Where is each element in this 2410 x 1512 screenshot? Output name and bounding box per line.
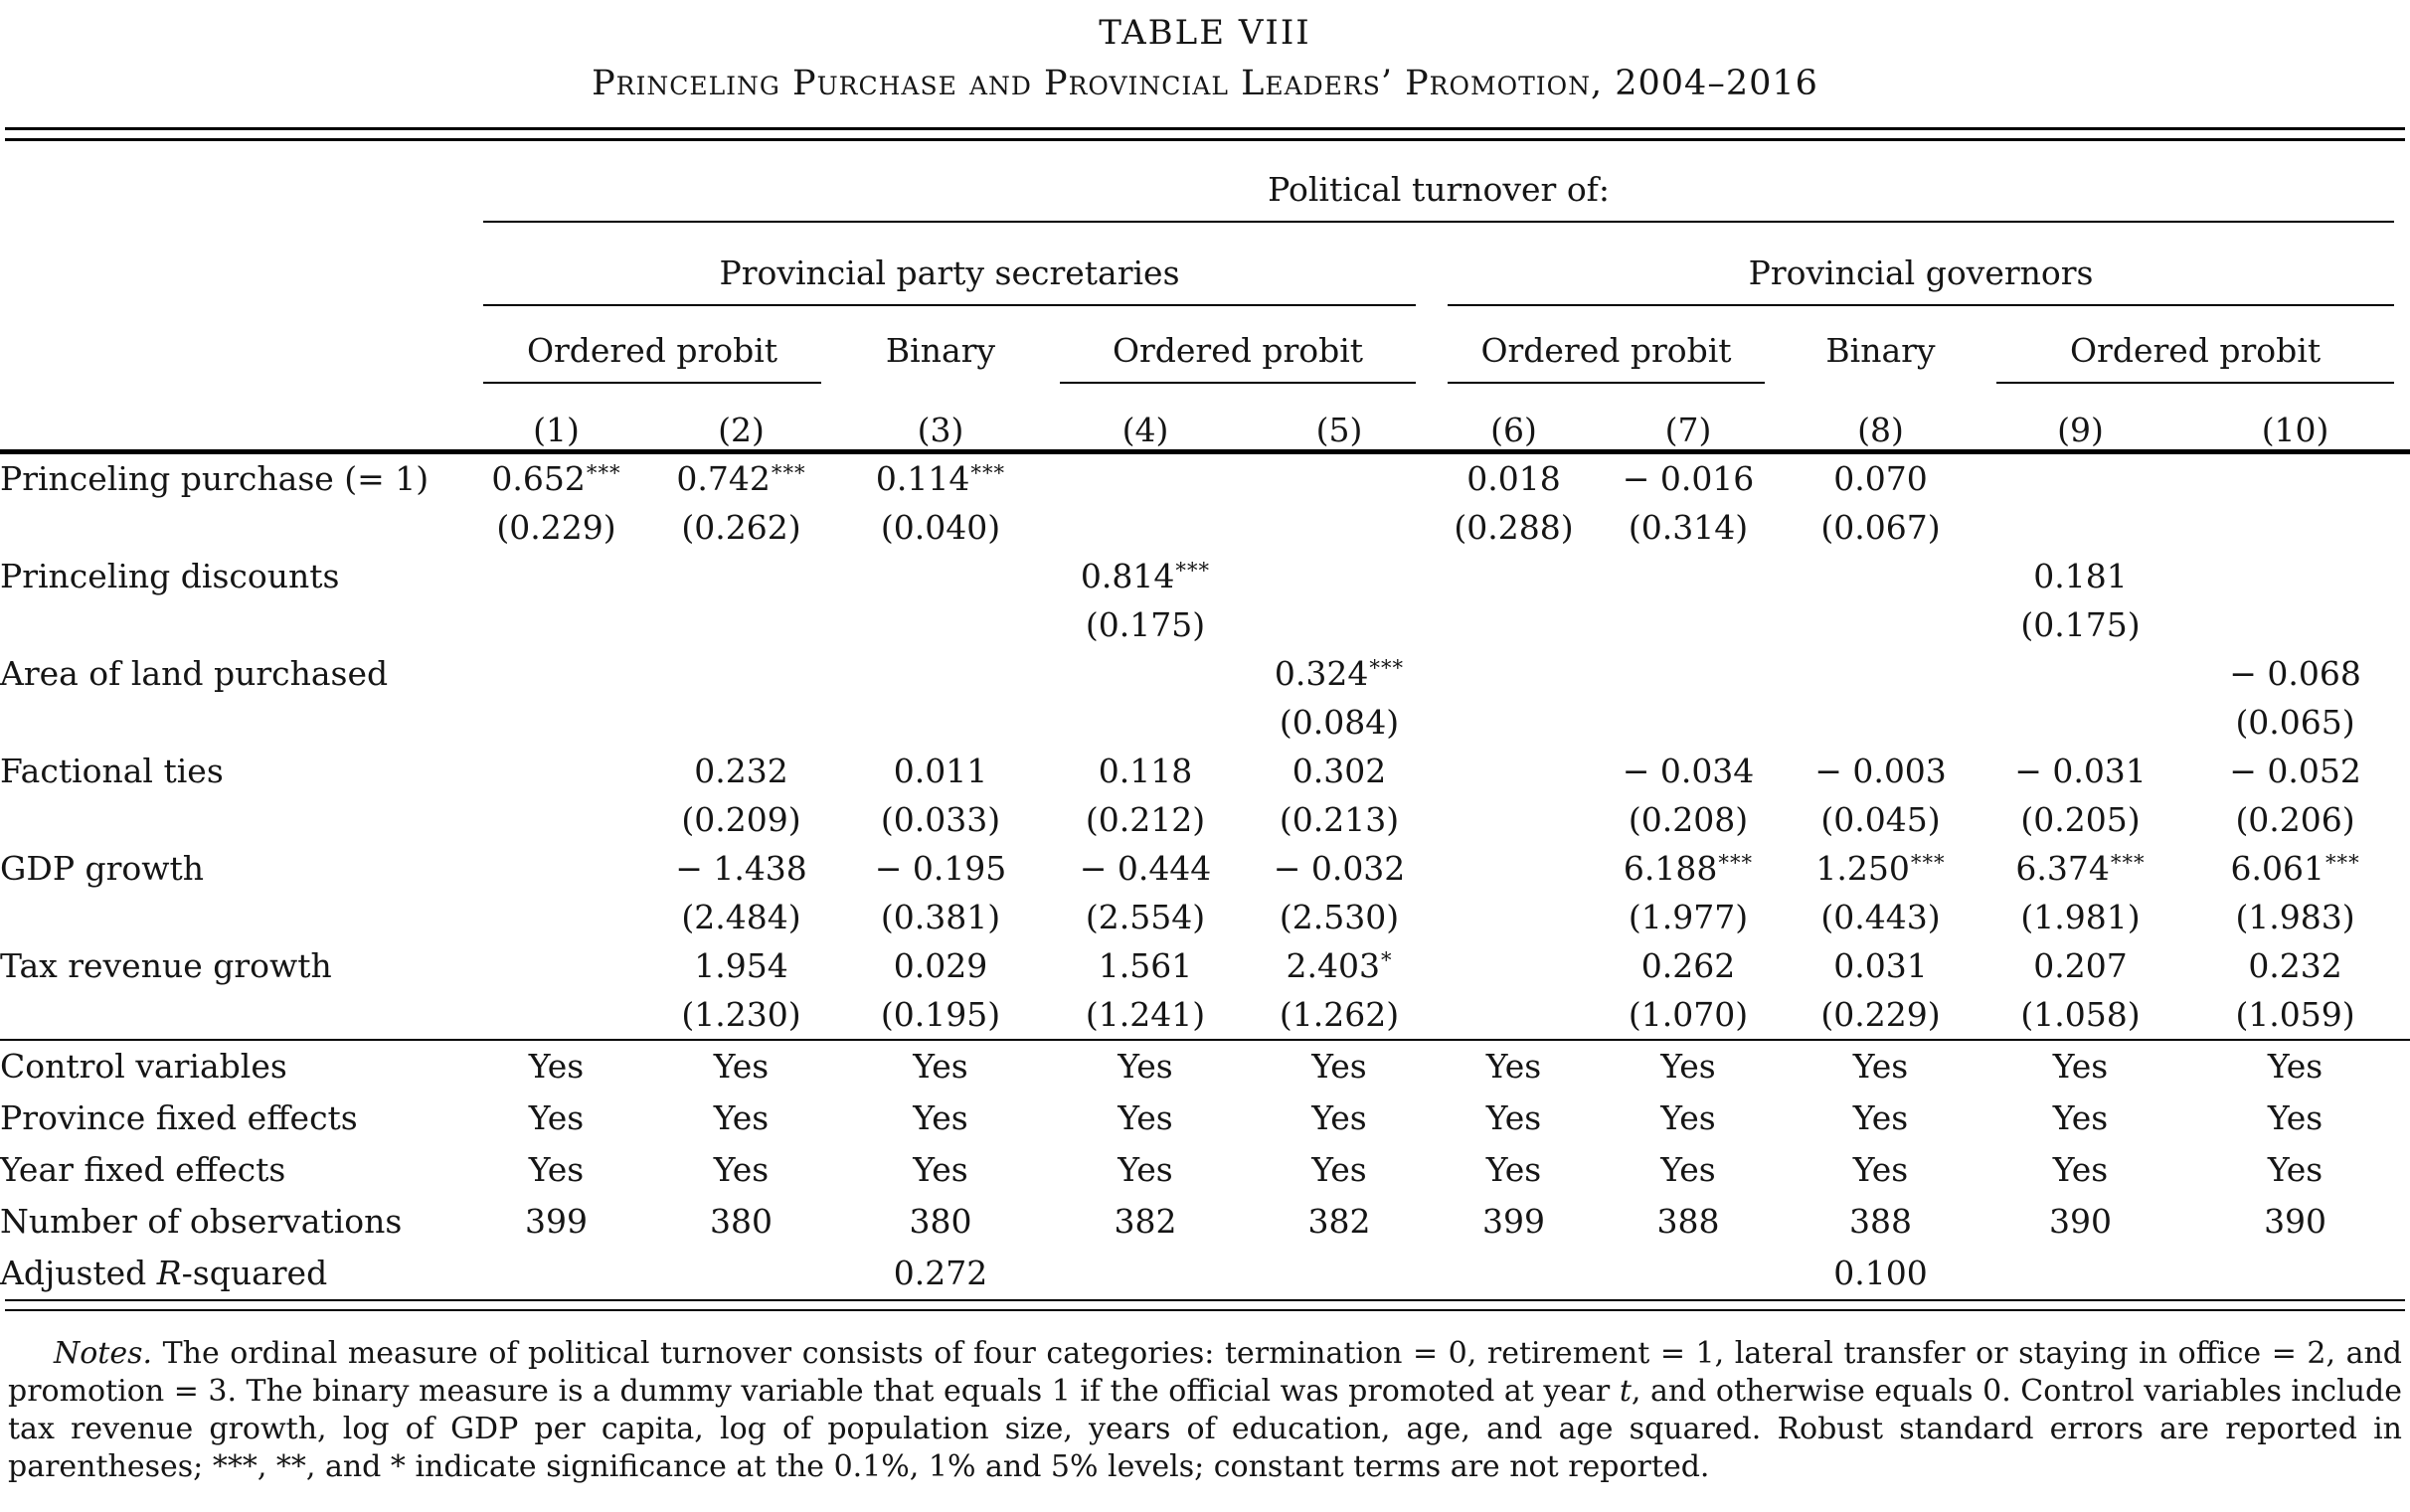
group-header-cell bbox=[1432, 223, 2410, 306]
bottom-double-rule bbox=[5, 1299, 2405, 1311]
method-underline bbox=[1448, 331, 1765, 384]
se-cell: (0.065) bbox=[2235, 702, 2355, 742]
coef-cell: 0.652*** bbox=[491, 458, 621, 498]
summary-cell: Yes bbox=[1118, 1150, 1173, 1189]
group-header-label: Provincial party secretaries bbox=[719, 253, 1180, 292]
row-label-spacer bbox=[0, 698, 467, 747]
method-header-cell bbox=[1980, 306, 2410, 384]
summary-cell: Yes bbox=[913, 1150, 968, 1189]
summary-cell: Yes bbox=[2052, 1150, 2109, 1189]
summary-cell: 0.272 bbox=[893, 1254, 988, 1292]
table-body bbox=[0, 451, 2410, 1299]
group-underline bbox=[1448, 253, 2394, 306]
summary-cell: Yes bbox=[467, 1040, 645, 1092]
summary-cell: Yes bbox=[1044, 1040, 1247, 1092]
summary-cell: Yes bbox=[713, 1150, 770, 1189]
coef-cell bbox=[1432, 649, 1596, 698]
coef-cell bbox=[467, 844, 645, 893]
se-cell: (2.484) bbox=[681, 897, 801, 936]
se-cell: (1.059) bbox=[2235, 994, 2355, 1034]
method-spacer bbox=[0, 306, 467, 384]
summary-cell: 388 bbox=[1656, 1202, 1720, 1241]
se-cell: (0.443) bbox=[1820, 897, 1941, 936]
coef-cell bbox=[1432, 844, 1596, 893]
standard-error-row bbox=[0, 795, 2410, 844]
coef-cell: 0.118 bbox=[1098, 751, 1193, 790]
coef-cell: 0.114*** bbox=[875, 458, 1006, 498]
coef-cell: − 0.032 bbox=[1273, 848, 1406, 888]
summary-cell: Yes bbox=[837, 1040, 1044, 1092]
group-spacer bbox=[0, 223, 467, 306]
coef-cell: − 0.068 bbox=[2229, 653, 2361, 693]
coef-cell bbox=[1980, 649, 2180, 698]
coef-cell bbox=[467, 649, 645, 698]
coefficient-row bbox=[0, 747, 2410, 795]
coef-cell bbox=[1044, 649, 1247, 698]
summary-cell: Yes bbox=[1781, 1040, 1980, 1092]
summary-cell: Yes bbox=[528, 1098, 585, 1137]
column-number: (5) bbox=[1247, 384, 1432, 451]
group-underline bbox=[483, 253, 1416, 306]
method-header-label: Ordered probit bbox=[2070, 331, 2322, 370]
method-header-cell bbox=[1044, 306, 1432, 384]
column-number: (2) bbox=[645, 384, 837, 451]
notes-paragraph: Notes. The ordinal measure of political turnover consists of four categories: termination = 0, retirement = 1, lateral transfer or staying in office = 2, and promotion = 3. The binary measure is a dummy variable that equals 1 if the official was promoted at year t, and otherwise equals 0. Control variables include tax revenue growth, log of GDP per capita, log of population size, years of education, age, and age squared. Robust standard errors are reported in parentheses; ***, **, and * indicate significance at the 0.1%, 1% and 5% levels; constant terms are not reported. bbox=[8, 1335, 2402, 1484]
turnover-header-cell bbox=[467, 141, 2410, 223]
row-label: Princeling purchase (= 1) bbox=[0, 458, 430, 498]
se-cell: (2.554) bbox=[1085, 897, 1206, 936]
coef-cell: 0.207 bbox=[2033, 945, 2128, 985]
se-cell: (0.084) bbox=[1279, 702, 1400, 742]
se-cell bbox=[1432, 795, 1596, 844]
summary-cell: Yes bbox=[1432, 1040, 1596, 1092]
se-cell: (0.314) bbox=[1628, 507, 1749, 547]
se-cell bbox=[467, 893, 645, 941]
se-cell: (1.977) bbox=[1628, 897, 1749, 936]
row-label-spacer bbox=[0, 990, 467, 1040]
summary-cell: Yes bbox=[528, 1150, 585, 1189]
summary-cell: Yes bbox=[2267, 1098, 2324, 1137]
method-header-label: Ordered probit bbox=[1480, 331, 1732, 370]
summary-label: Adjusted R-squared bbox=[0, 1254, 328, 1292]
column-number: (3) bbox=[837, 384, 1044, 451]
se-cell bbox=[467, 990, 645, 1040]
se-cell: (0.045) bbox=[1820, 799, 1941, 839]
coef-cell: − 0.444 bbox=[1079, 848, 1212, 888]
coef-cell: − 1.438 bbox=[675, 848, 807, 888]
summary-cell: Yes bbox=[1596, 1040, 1781, 1092]
se-cell: (0.262) bbox=[681, 507, 801, 547]
column-number: (4) bbox=[1044, 384, 1247, 451]
summary-cell bbox=[1432, 1248, 1596, 1299]
coef-cell bbox=[467, 552, 645, 600]
coef-cell: 0.029 bbox=[893, 945, 988, 985]
coef-cell: − 0.031 bbox=[2014, 751, 2147, 790]
coef-cell bbox=[1432, 941, 1596, 990]
summary-label: Year fixed effects bbox=[0, 1150, 286, 1189]
coef-cell: 0.232 bbox=[694, 751, 788, 790]
coef-cell bbox=[1781, 552, 1980, 600]
summary-cell: 382 bbox=[1307, 1202, 1371, 1241]
summary-cell: Yes bbox=[1485, 1098, 1542, 1137]
summary-cell: Yes bbox=[913, 1098, 968, 1137]
summary-cell: Yes bbox=[1660, 1098, 1716, 1137]
method-underline bbox=[1996, 331, 2394, 384]
se-cell bbox=[837, 600, 1044, 649]
coef-cell: − 0.003 bbox=[1814, 751, 1947, 790]
se-cell: (0.175) bbox=[2020, 604, 2141, 644]
coef-cell: 0.018 bbox=[1466, 458, 1561, 498]
coef-cell bbox=[645, 649, 837, 698]
coef-cell bbox=[1432, 552, 1596, 600]
se-cell bbox=[2180, 503, 2410, 552]
corner-spacer bbox=[0, 141, 467, 223]
se-cell: (0.175) bbox=[1085, 604, 1206, 644]
se-cell: (1.262) bbox=[1279, 994, 1400, 1034]
summary-cell: 399 bbox=[525, 1202, 588, 1241]
paper-page bbox=[0, 12, 2410, 1486]
coef-cell: 0.232 bbox=[2248, 945, 2342, 985]
se-cell: (0.040) bbox=[880, 507, 1001, 547]
coef-cell bbox=[837, 649, 1044, 698]
coefficient-row bbox=[0, 552, 2410, 600]
se-cell bbox=[467, 795, 645, 844]
coef-cell: 1.250*** bbox=[1815, 848, 1946, 888]
summary-cell: Yes bbox=[1118, 1098, 1173, 1137]
summary-cell: Yes bbox=[2267, 1150, 2324, 1189]
se-cell bbox=[1781, 698, 1980, 747]
method-header-label: Ordered probit bbox=[526, 331, 778, 370]
se-cell bbox=[2180, 600, 2410, 649]
method-header-cell bbox=[1781, 306, 1980, 384]
se-cell: (1.983) bbox=[2235, 897, 2355, 936]
summary-cell: 0.100 bbox=[1833, 1254, 1928, 1292]
summary-label: Province fixed effects bbox=[0, 1098, 358, 1137]
summary-cell bbox=[1247, 1248, 1432, 1299]
summary-row bbox=[0, 1040, 2410, 1092]
se-cell: (0.206) bbox=[2235, 799, 2355, 839]
method-header-label: Binary bbox=[1825, 331, 1936, 370]
coefficient-row bbox=[0, 844, 2410, 893]
se-cell: (1.058) bbox=[2020, 994, 2141, 1034]
row-label: GDP growth bbox=[0, 848, 205, 888]
summary-cell: Yes bbox=[1485, 1150, 1542, 1189]
summary-cell: Yes bbox=[1660, 1150, 1716, 1189]
standard-error-row bbox=[0, 990, 2410, 1040]
se-cell: (0.208) bbox=[1628, 799, 1749, 839]
summary-cell: Yes bbox=[645, 1040, 837, 1092]
summary-cell: 382 bbox=[1114, 1202, 1177, 1241]
summary-cell: 380 bbox=[909, 1202, 972, 1241]
row-label-spacer bbox=[0, 893, 467, 941]
coef-cell: 0.302 bbox=[1291, 751, 1387, 790]
turnover-underline bbox=[483, 170, 2394, 223]
coef-cell: − 0.034 bbox=[1622, 751, 1755, 790]
se-cell: (1.241) bbox=[1085, 994, 1206, 1034]
coef-cell bbox=[1044, 451, 1247, 503]
summary-cell: Yes bbox=[2052, 1098, 2109, 1137]
se-cell: (1.070) bbox=[1628, 994, 1749, 1034]
se-cell bbox=[1432, 893, 1596, 941]
coef-cell: 6.374*** bbox=[2015, 848, 2146, 888]
summary-cell: Yes bbox=[1311, 1098, 1367, 1137]
row-label-spacer bbox=[0, 600, 467, 649]
turnover-header-label: Political turnover of: bbox=[1268, 170, 1611, 209]
row-label-spacer bbox=[0, 503, 467, 552]
summary-cell: Yes bbox=[1980, 1040, 2180, 1092]
standard-error-row bbox=[0, 600, 2410, 649]
column-number: (9) bbox=[1980, 384, 2180, 451]
method-underline bbox=[1060, 331, 1416, 384]
se-cell: (0.205) bbox=[2020, 799, 2141, 839]
method-header-label: Binary bbox=[885, 331, 996, 370]
table-head bbox=[0, 141, 2410, 451]
coef-cell bbox=[1596, 552, 1781, 600]
se-cell bbox=[837, 698, 1044, 747]
coef-cell bbox=[1432, 747, 1596, 795]
coefficient-row bbox=[0, 451, 2410, 503]
group-header-cell bbox=[467, 223, 1432, 306]
se-cell bbox=[1432, 990, 1596, 1040]
coef-cell: 1.954 bbox=[694, 945, 788, 985]
se-cell: (0.213) bbox=[1279, 799, 1400, 839]
summary-cell: 380 bbox=[710, 1202, 773, 1241]
summary-label: Number of observations bbox=[0, 1202, 403, 1241]
standard-error-row bbox=[0, 698, 2410, 747]
se-cell: (2.530) bbox=[1279, 897, 1400, 936]
summary-cell: Yes bbox=[713, 1098, 770, 1137]
se-cell: (0.229) bbox=[1820, 994, 1941, 1034]
summary-cell: Yes bbox=[2180, 1040, 2410, 1092]
summary-row bbox=[0, 1092, 2410, 1144]
row-label: Area of land purchased bbox=[0, 653, 389, 693]
table-number-title: TABLE VIII bbox=[1099, 13, 1311, 53]
se-cell bbox=[467, 698, 645, 747]
row-label: Factional ties bbox=[0, 751, 224, 790]
se-cell bbox=[1432, 600, 1596, 649]
se-cell: (0.212) bbox=[1085, 799, 1206, 839]
se-cell bbox=[1247, 503, 1432, 552]
se-cell bbox=[1781, 600, 1980, 649]
se-cell: (1.981) bbox=[2020, 897, 2141, 936]
coef-cell: 0.181 bbox=[2033, 556, 2128, 595]
summary-cell: 390 bbox=[2264, 1202, 2327, 1241]
coef-cell: 0.011 bbox=[893, 751, 988, 790]
row-label: Princeling discounts bbox=[0, 556, 340, 595]
se-cell bbox=[1596, 698, 1781, 747]
se-cell: (0.033) bbox=[880, 799, 1001, 839]
row-label: Tax revenue growth bbox=[0, 945, 332, 985]
column-number: (7) bbox=[1596, 384, 1781, 451]
se-cell: (1.230) bbox=[681, 994, 801, 1034]
standard-error-row bbox=[0, 503, 2410, 552]
summary-row bbox=[0, 1144, 2410, 1196]
summary-cell: Yes bbox=[1852, 1150, 1909, 1189]
coef-cell: 2.403* bbox=[1286, 945, 1393, 985]
coef-cell bbox=[1596, 649, 1781, 698]
se-cell: (0.195) bbox=[880, 994, 1001, 1034]
coef-cell bbox=[1247, 552, 1432, 600]
coef-cell bbox=[467, 747, 645, 795]
se-cell bbox=[1980, 503, 2180, 552]
se-cell bbox=[645, 600, 837, 649]
summary-cell bbox=[467, 1248, 645, 1299]
group-header-label: Provincial governors bbox=[1748, 253, 2094, 292]
se-cell bbox=[645, 698, 837, 747]
coef-cell bbox=[837, 552, 1044, 600]
coef-cell bbox=[1781, 649, 1980, 698]
summary-row bbox=[0, 1248, 2410, 1299]
standard-error-row bbox=[0, 893, 2410, 941]
coef-cell bbox=[1247, 451, 1432, 503]
method-header-cell bbox=[467, 306, 837, 384]
coef-cell: − 0.195 bbox=[874, 848, 1007, 888]
method-underline bbox=[853, 331, 1028, 384]
method-header-cell bbox=[1432, 306, 1781, 384]
coef-cell: − 0.016 bbox=[1622, 458, 1755, 498]
se-cell bbox=[467, 600, 645, 649]
method-underline bbox=[1797, 331, 1965, 384]
se-cell bbox=[1247, 600, 1432, 649]
summary-cell bbox=[645, 1248, 837, 1299]
se-cell: (0.381) bbox=[880, 897, 1001, 936]
summary-cell: 399 bbox=[1482, 1202, 1545, 1241]
top-double-rule bbox=[5, 127, 2405, 141]
summary-label: Control variables bbox=[0, 1040, 467, 1092]
coef-cell: 1.561 bbox=[1098, 945, 1193, 985]
method-header-label: Ordered probit bbox=[1112, 331, 1364, 370]
se-cell bbox=[1980, 698, 2180, 747]
coef-cell bbox=[2180, 451, 2410, 503]
summary-cell: 390 bbox=[2049, 1202, 2112, 1241]
summary-cell bbox=[1044, 1248, 1247, 1299]
se-cell bbox=[1044, 698, 1247, 747]
se-cell: (0.209) bbox=[681, 799, 801, 839]
method-underline bbox=[483, 331, 821, 384]
column-number: (10) bbox=[2180, 384, 2410, 451]
coef-cell: 6.188*** bbox=[1623, 848, 1754, 888]
table-subtitle: Princeling Purchase and Provincial Leaders’ Promotion, 2004–2016 bbox=[592, 64, 1818, 103]
column-number: (6) bbox=[1432, 384, 1596, 451]
row-label-spacer bbox=[0, 795, 467, 844]
summary-cell bbox=[2180, 1248, 2410, 1299]
summary-cell: Yes bbox=[1852, 1098, 1909, 1137]
se-cell bbox=[1596, 600, 1781, 649]
summary-row bbox=[0, 1196, 2410, 1248]
coef-cell bbox=[1980, 451, 2180, 503]
coef-cell: 0.262 bbox=[1640, 945, 1736, 985]
coef-cell: 0.742*** bbox=[676, 458, 806, 498]
column-number: (1) bbox=[467, 384, 645, 451]
coef-cell: − 0.052 bbox=[2229, 751, 2361, 790]
coef-cell bbox=[467, 941, 645, 990]
coefficient-row bbox=[0, 941, 2410, 990]
summary-cell: Yes bbox=[1311, 1150, 1367, 1189]
summary-cell bbox=[1980, 1248, 2180, 1299]
coef-cell: 0.031 bbox=[1833, 945, 1928, 985]
se-cell bbox=[1432, 698, 1596, 747]
coef-cell bbox=[645, 552, 837, 600]
coef-cell: 0.324*** bbox=[1274, 653, 1405, 693]
coefficient-row bbox=[0, 649, 2410, 698]
se-cell bbox=[1044, 503, 1247, 552]
coef-cell bbox=[2180, 552, 2410, 600]
se-cell: (0.229) bbox=[496, 507, 616, 547]
summary-cell: 388 bbox=[1849, 1202, 1912, 1241]
summary-cell: Yes bbox=[1247, 1040, 1432, 1092]
coef-cell: 6.061*** bbox=[2230, 848, 2360, 888]
se-cell: (0.288) bbox=[1454, 507, 1574, 547]
colnum-spacer bbox=[0, 384, 467, 451]
coef-cell: 0.814*** bbox=[1080, 556, 1211, 595]
method-header-cell bbox=[837, 306, 1044, 384]
coef-cell: 0.070 bbox=[1833, 458, 1928, 498]
column-number: (8) bbox=[1781, 384, 1980, 451]
se-cell: (0.067) bbox=[1820, 507, 1941, 547]
summary-cell bbox=[1596, 1248, 1781, 1299]
regression-table bbox=[0, 141, 2410, 1299]
